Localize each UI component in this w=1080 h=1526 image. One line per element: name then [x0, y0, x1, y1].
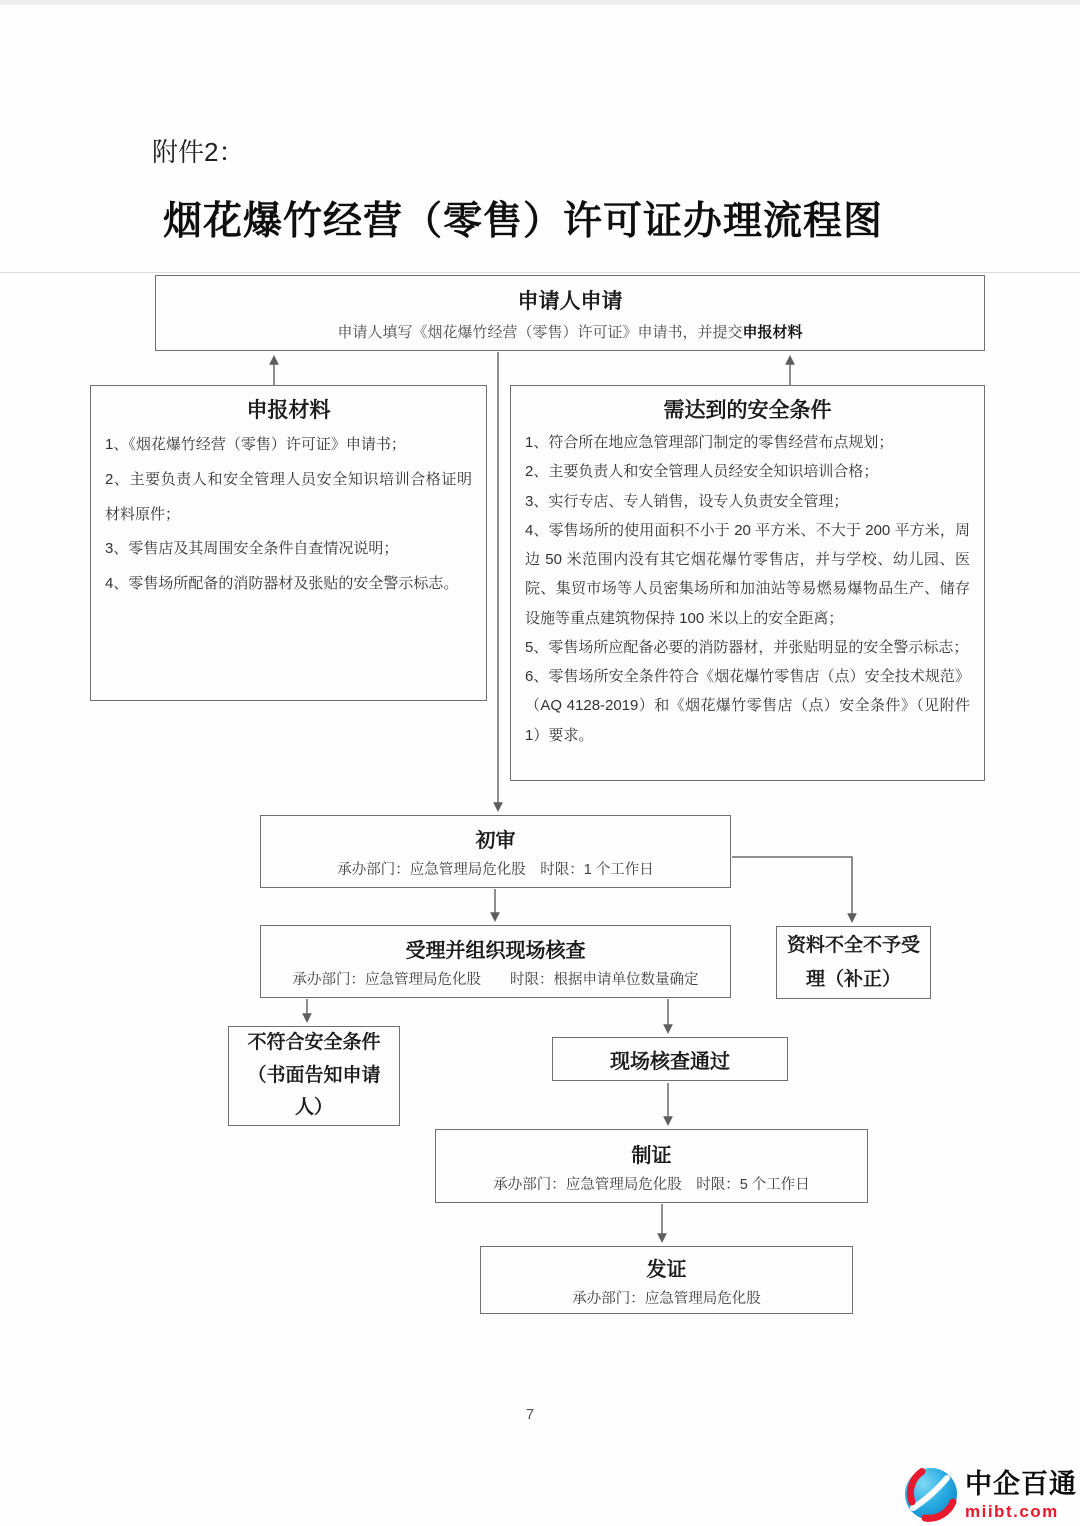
node-title: 需达到的安全条件	[663, 399, 832, 422]
node-title: 申请人申请	[517, 289, 623, 313]
list-item: 2、主要负责人和安全管理人员经安全知识培训合格；	[525, 463, 879, 481]
node-title: 不符合安全条件（书面告知申请人）	[247, 1032, 381, 1119]
node-not-meeting-conditions	[228, 1026, 400, 1126]
list-item: 1、符合所在地应急管理部门制定的零售经营布点规划；	[525, 434, 894, 451]
node-acceptance-site-inspection	[260, 925, 731, 998]
page-title: 烟花爆竹经营（零售）许可证办理流程图	[163, 200, 884, 243]
node-applicant-application	[155, 275, 985, 351]
logo-brand-name: 中企百通	[965, 1469, 1077, 1499]
list-item: 4、零售场所配备的消防器材及张贴的安全警示标志。	[105, 575, 459, 593]
node-title: 申报材料	[246, 399, 331, 422]
miibt-watermark	[903, 1462, 1077, 1522]
arrow-initial-to-incomplete	[732, 857, 852, 921]
list-item: 1、《烟花爆竹经营（零售）许可证》申请书；	[105, 436, 406, 453]
logo-text	[965, 1462, 1077, 1522]
list-item: 3、实行专店、专人销售，设专人负责安全管理；	[525, 492, 849, 510]
subtitle-bold-text: 申报材料	[742, 323, 803, 341]
list-item: 4、零售场所的使用面积不小于 20 平方米、不大于 200 平方米，周边 50 米范围内没有其它烟花爆竹零售店，并与学校、幼儿园、医院、集贸市场等人员密集场所和加油站等易燃易爆物品生产、储存设施等重点建筑物保持 100 米以上的安全距离；	[525, 521, 970, 627]
node-certificate-issuing	[480, 1246, 853, 1314]
page-number: 7	[525, 1406, 535, 1423]
node-title: 资料不全不予受理（补正）	[786, 935, 920, 990]
node-certificate-making	[435, 1129, 868, 1203]
node-title: 制证	[631, 1144, 672, 1167]
node-detail: 承办部门：应急管理局危化股 时限：1 个工作日	[337, 862, 654, 878]
node-title: 现场核查通过	[610, 1050, 730, 1073]
node-application-materials	[90, 385, 487, 701]
node-title: 初审	[475, 830, 516, 852]
node-initial-review	[260, 815, 731, 888]
node-detail: 承办部门：应急管理局危化股 时限：5 个工作日	[493, 1176, 810, 1193]
logo-domain: miibt.com	[965, 1502, 1059, 1521]
list-item: 6、零售场所安全条件符合《烟花爆竹零售店（点）安全技术规范》（AQ 4128-2019）和《烟花爆竹零售店（点）安全条件》（见附件1）要求。	[525, 668, 970, 744]
node-detail: 承办部门：应急管理局危化股 时限：根据申请单位数量确定	[292, 972, 699, 988]
subtitle-text: 申请人填写《烟花爆竹经营（零售）许可证》申请书，并提交	[337, 323, 743, 341]
node-detail: 承办部门：应急管理局危化股	[572, 1290, 761, 1307]
list-item: 3、零售店及其周围安全条件自查情况说明；	[105, 540, 399, 558]
list-item: 5、零售场所应配备必要的消防器材，并张贴明显的安全警示标志；	[525, 638, 969, 656]
node-safety-conditions	[510, 385, 985, 781]
node-title: 受理并组织现场核查	[405, 940, 586, 962]
node-site-check-passed	[552, 1037, 788, 1081]
node-incomplete-rejected	[776, 926, 931, 999]
globe-logo-icon	[903, 1466, 959, 1522]
list-item: 2、主要负责人和安全管理人员安全知识培训合格证明材料原件；	[105, 470, 472, 523]
attachment-label: 附件2：	[152, 137, 245, 167]
node-title: 发证	[646, 1258, 687, 1281]
node-subtitle	[337, 321, 802, 342]
